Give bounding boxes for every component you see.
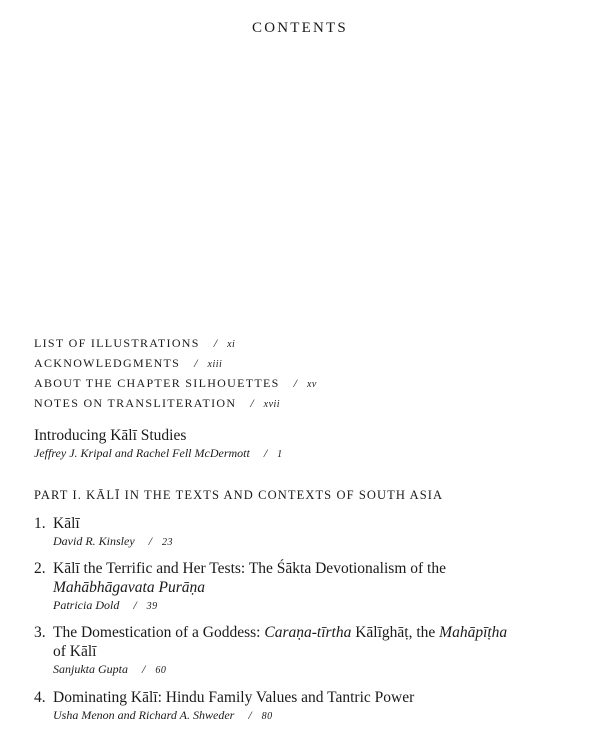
entry-title-part: of Kālī [53, 643, 97, 660]
entry-title: Kālī [53, 515, 80, 532]
separator: / [250, 396, 254, 410]
separator: / [248, 708, 252, 722]
page-number: xv [306, 379, 317, 390]
separator: / [194, 356, 198, 370]
chapter-number: 2. [34, 560, 46, 577]
page-number: 80 [261, 711, 273, 722]
separator: / [133, 598, 137, 612]
toc-entry-chapter-2[interactable] [34, 559, 594, 615]
toc-entry-chapter-silhouettes[interactable] [34, 373, 317, 393]
entry-title [53, 559, 594, 597]
entry-title [53, 623, 594, 661]
toc-entry-transliteration[interactable] [34, 393, 317, 413]
entry-author-line [53, 661, 594, 679]
page-number: xi [227, 339, 236, 350]
toc-entry-introduction[interactable] [34, 426, 283, 463]
toc-entry-acknowledgments[interactable] [34, 353, 317, 373]
entry-author: Sanjukta Gupta [53, 662, 128, 676]
entry-author: David R. Kinsley [53, 534, 135, 548]
toc-entry-chapter-1[interactable] [34, 514, 594, 551]
front-matter-list [34, 333, 317, 413]
toc-entry-chapter-3[interactable] [34, 623, 594, 679]
entry-label: NOTES ON TRANSLITERATION [34, 396, 237, 410]
page-number: 1 [277, 449, 283, 460]
page-number: xvii [263, 399, 281, 410]
chapter-number: 3. [34, 624, 46, 641]
entry-author: Patricia Dold [53, 598, 120, 612]
entry-author-line [34, 445, 283, 463]
toc-entry-chapter-4[interactable] [34, 688, 594, 725]
entry-label: ABOUT THE CHAPTER SILHOUETTES [34, 376, 280, 390]
page-title: CONTENTS [252, 20, 348, 36]
entry-author-line [53, 707, 594, 725]
separator: / [263, 446, 268, 460]
page-number: 39 [146, 601, 158, 612]
entry-label: LIST OF ILLUSTRATIONS [34, 336, 200, 350]
separator: / [293, 376, 297, 390]
page-number: 60 [155, 665, 167, 676]
separator: / [213, 336, 218, 350]
entry-label: ACKNOWLEDGMENTS [34, 356, 181, 370]
page-number: 23 [162, 537, 173, 548]
entry-author-line [53, 533, 594, 551]
entry-author: Usha Menon and Richard A. Shweder [53, 708, 235, 722]
entry-title: Introducing Kālī Studies [34, 427, 187, 444]
entry-title: Dominating Kālī: Hindu Family Values and Tantric Power [53, 689, 415, 706]
page-number: xiii [207, 359, 223, 370]
entry-title-italic: Caraṇa-tīrtha [264, 624, 352, 641]
toc-entry-list-of-illustrations[interactable] [34, 333, 317, 353]
entry-title-italic: Mahāpīṭha [439, 624, 508, 641]
chapter-number: 4. [34, 689, 46, 706]
entry-title-part: Kālī the Terrific and Her Tests: The Śākta Devotionalism of the [53, 560, 446, 577]
chapter-number: 1. [34, 515, 46, 532]
entry-title-italic: Mahābhāgavata Purāṇa [53, 579, 205, 596]
entry-title-part: The Domestication of a Goddess: [53, 624, 265, 641]
entry-author: Jeffrey J. Kripal and Rachel Fell McDermott [34, 446, 250, 460]
separator: / [148, 534, 152, 548]
entry-title-part: Kālīghāṭ, the [351, 624, 440, 641]
part-heading: PART I. KĀLĪ IN THE TEXTS AND CONTEXTS OF SOUTH ASIA [34, 488, 444, 502]
separator: / [142, 662, 146, 676]
entry-author-line [53, 597, 594, 615]
